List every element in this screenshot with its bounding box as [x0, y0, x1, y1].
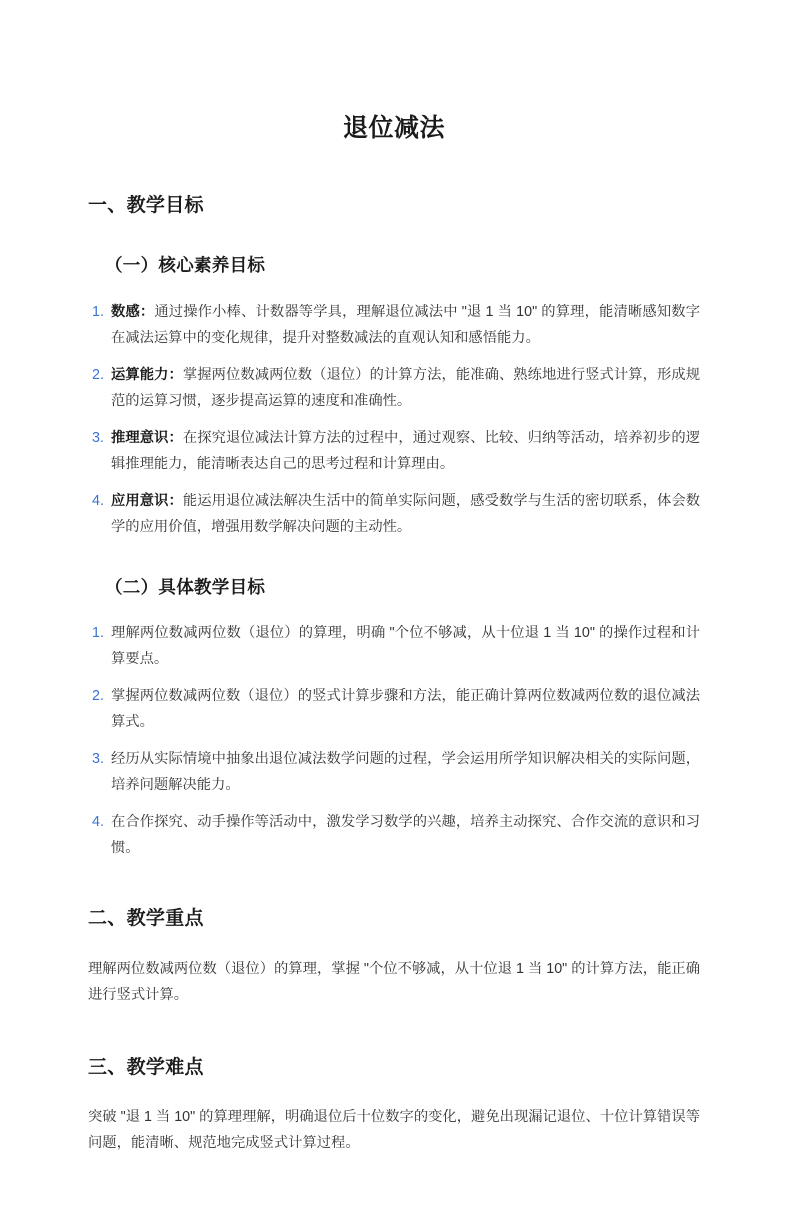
- section-heading-teaching-difficulty: 三、教学难点: [88, 1056, 204, 1078]
- list-item-text: 掌握两位数减两位数（退位）的计算方法，能准确、熟练地进行竖式计算，形成规范的运算习惯，逐步提高运算的速度和准确性。: [111, 366, 701, 409]
- list-item: [92, 746, 700, 798]
- list-item: [92, 362, 700, 414]
- list-item: [92, 299, 700, 351]
- spacer: [88, 279, 700, 299]
- list-item-label: 推理意识: [111, 429, 169, 446]
- teaching-focus-paragraph: 理解两位数减两位数（退位）的算理，掌握 "个位不够减，从十位退 1 当 10" 的计算方法，能正确进行竖式计算。: [88, 960, 700, 1003]
- list-item-text: 理解两位数减两位数（退位）的算理，明确 "个位不够减，从十位退 1 当 10" 的操作过程和计算要点。: [111, 624, 700, 667]
- spacer: [88, 1082, 700, 1104]
- section-heading-teaching-goals: 一、教学目标: [88, 194, 204, 216]
- spacer: [88, 934, 700, 956]
- list-item-separator: ：: [139, 303, 155, 320]
- list-item: [92, 488, 700, 540]
- list-item-label: 运算能力: [111, 366, 169, 383]
- list-item-label: 数感: [111, 303, 140, 320]
- list-item: [92, 809, 700, 861]
- core-literacy-goal-list: [88, 299, 700, 540]
- specific-goal-list: [88, 620, 700, 861]
- list-item: [92, 425, 700, 477]
- spacer: [88, 540, 700, 574]
- list-item-text: 能运用退位减法解决生活中的简单实际问题，感受数学与生活的密切联系，体会数学的应用价值，增强用数学解决问题的主动性。: [111, 492, 701, 535]
- spacer: [88, 861, 700, 905]
- spacer: [88, 600, 700, 620]
- subsection-heading-specific-goals: （二）具体教学目标: [105, 576, 266, 597]
- list-item-separator: ：: [168, 492, 183, 509]
- list-item-text: 在探究退位减法计算方法的过程中，通过观察、比较、归纳等活动，培养初步的逻辑推理能力，能清晰表达自己的思考过程和计算理由。: [111, 429, 701, 472]
- list-item-text: 在合作探究、动手操作等活动中，激发学习数学的兴趣，培养主动探究、合作交流的意识和习惯。: [111, 813, 700, 856]
- subsection-heading-core-literacy-goals: （一）核心素养目标: [105, 255, 266, 276]
- list-item: [92, 620, 700, 672]
- list-item-separator: ：: [168, 429, 183, 446]
- spacer: [88, 1008, 700, 1054]
- list-item-separator: ：: [168, 366, 183, 383]
- list-item-text: 掌握两位数减两位数（退位）的竖式计算步骤和方法，能正确计算两位数减两位数的退位减法算式。: [111, 687, 700, 730]
- page-title: 退位减法: [342, 114, 445, 142]
- list-item-label: 应用意识: [111, 492, 169, 509]
- list-item: [92, 683, 700, 735]
- teaching-difficulty-paragraph: 突破 "退 1 当 10" 的算理理解，明确退位后十位数字的变化，避免出现漏记退位、十位计算错误等问题，能清晰、规范地完成竖式计算过程。: [88, 1109, 700, 1152]
- section-heading-teaching-focus: 二、教学重点: [88, 908, 204, 929]
- spacer: [88, 220, 700, 252]
- list-item-text: 经历从实际情境中抽象出退位减法数学问题的过程，学会运用所学知识解决相关的实际问题，培养问题解决能力。: [111, 750, 700, 793]
- list-item-text: 通过操作小棒、计数器等学具，理解退位减法中 "退 1 当 10" 的算理，能清晰感知数字在减法运算中的变化规律，提升对整数减法的直观认知和感悟能力。: [111, 303, 701, 346]
